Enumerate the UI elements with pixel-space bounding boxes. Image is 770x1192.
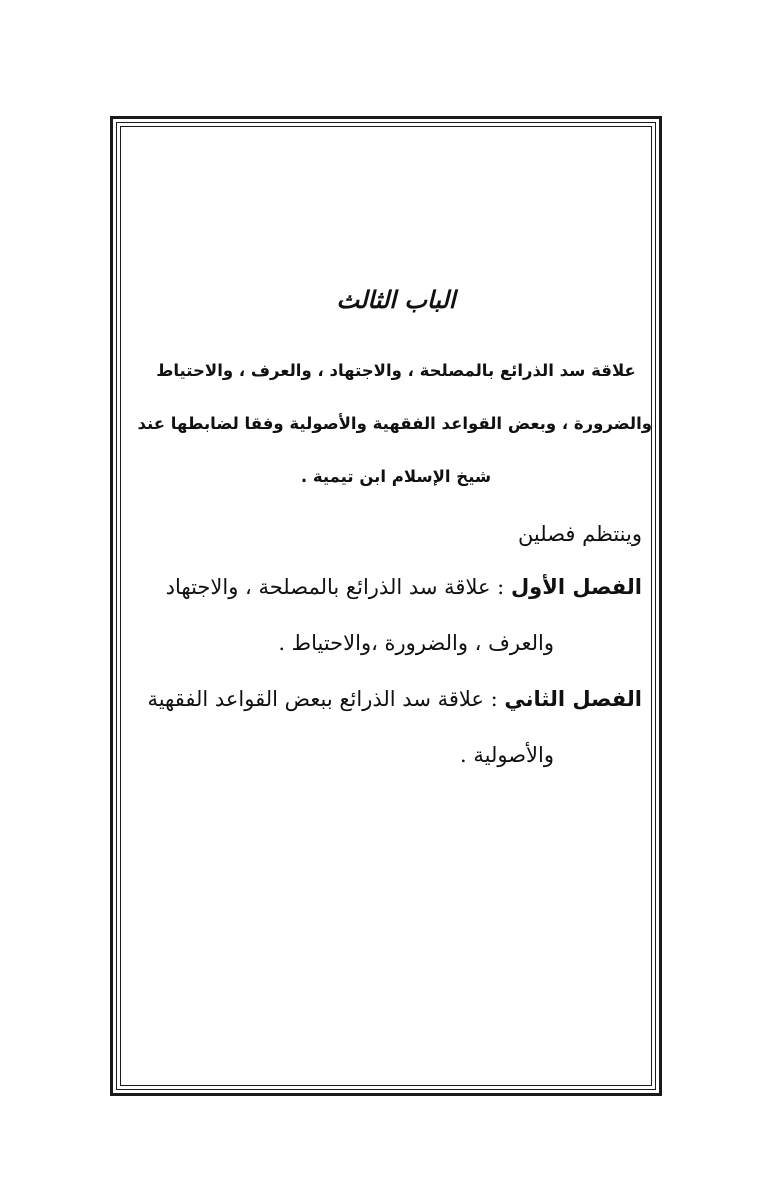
subtitle-line: والضرورة ، وبعض القواعد الفقهية والأصولية وفقا لضابطها عند: [137, 414, 652, 433]
subtitle-line: علاقة سد الذرائع بالمصلحة ، والاجتهاد ، والعرف ، والاحتياط: [156, 361, 636, 380]
intro-text: وينتظم فصلين: [517, 522, 642, 546]
chapter-label: الفصل الأول: [510, 575, 642, 599]
part-subtitle: [137, 344, 652, 503]
page-content: [137, 280, 652, 783]
chapter-text: : علاقة سد الذرائع بالمصلحة ، والاجتهاد: [165, 575, 511, 599]
chapter-label: الفصل الثاني: [504, 687, 642, 711]
chapter-entry: [140, 559, 652, 671]
subtitle-line: شيخ الإسلام ابن تيمية .: [300, 467, 492, 486]
chapter-entry: [140, 671, 652, 783]
chapter-text: : علاقة سد الذرائع ببعض القواعد الفقهية: [147, 687, 505, 711]
chapter-text-continuation: والعرف ، والضرورة ،والاحتياط .: [278, 631, 554, 655]
part-title: الباب الثالث: [336, 286, 456, 314]
chapter-text-continuation: والأصولية .: [460, 743, 554, 767]
